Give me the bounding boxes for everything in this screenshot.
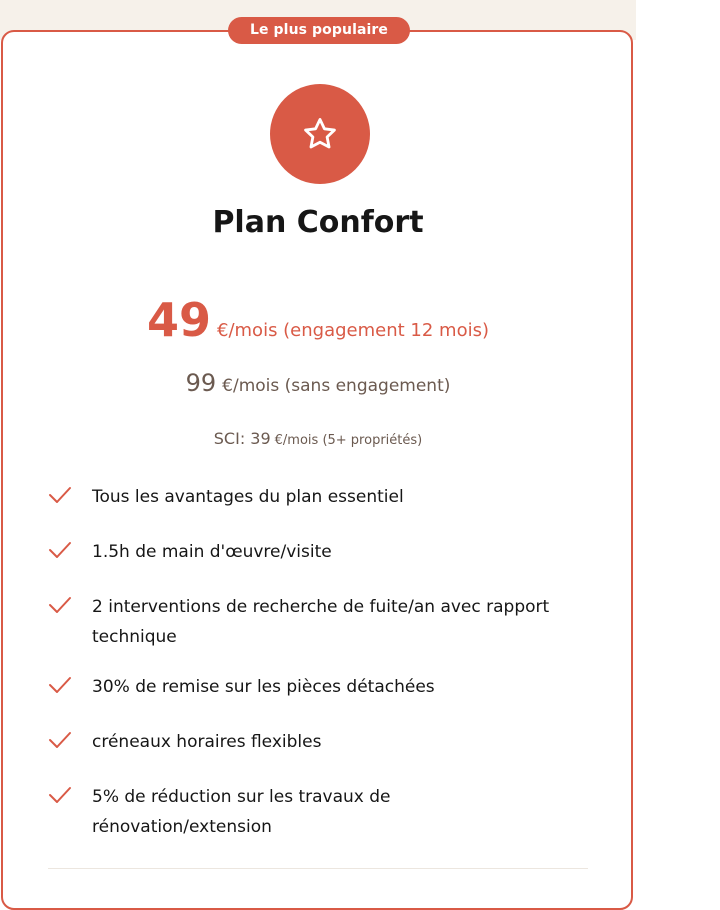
- check-icon: [48, 785, 72, 805]
- price-no-commitment-amount: 99: [185, 369, 217, 397]
- check-icon: [48, 485, 72, 505]
- price-engaged-suffix: €/mois (engagement 12 mois): [217, 320, 489, 341]
- check-icon: [48, 595, 72, 615]
- plan-title: Plan Confort: [212, 205, 424, 240]
- popular-badge: Le plus populaire: [228, 17, 410, 44]
- price-no-commitment-suffix: €/mois (sans engagement): [222, 376, 451, 396]
- feature-text: 30% de remise sur les pièces détachées: [92, 677, 435, 697]
- check-icon: [48, 730, 72, 750]
- price-sci-amount: 39: [250, 429, 271, 448]
- price-sci-label: SCI:: [213, 429, 251, 448]
- card-divider: [48, 868, 588, 875]
- feature-text: Tous les avantages du plan essentiel: [92, 487, 404, 507]
- feature-text: 1.5h de main d'œuvre/visite: [92, 542, 332, 562]
- price-sci-suffix: €/mois (5+ propriétés): [274, 433, 423, 448]
- feature-text: 5% de réduction sur les travaux de rénovation/extension: [92, 787, 391, 837]
- price-no-commitment: [0, 369, 636, 397]
- feature-text: créneaux horaires flexibles: [92, 732, 322, 752]
- check-icon: [48, 675, 72, 695]
- price-engaged: [0, 293, 636, 347]
- check-icon: [48, 540, 72, 560]
- feature-text: 2 interventions de recherche de fuite/an avec rapport technique: [92, 597, 550, 647]
- price-sci: [0, 429, 636, 448]
- plan-icon-circle: [270, 84, 370, 184]
- price-engaged-amount: 49: [146, 293, 211, 347]
- star-icon: [301, 115, 339, 153]
